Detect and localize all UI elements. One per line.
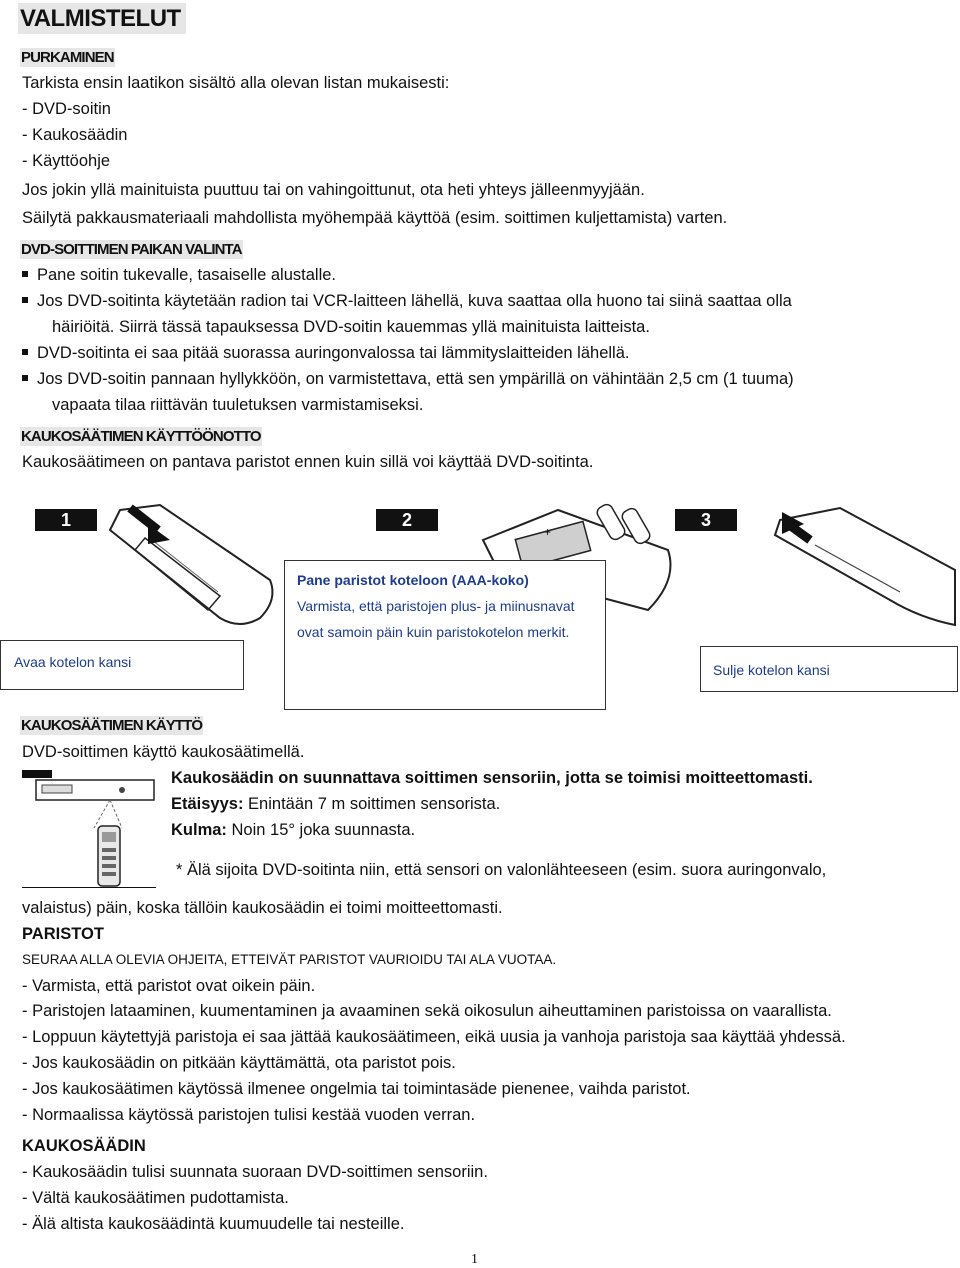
remote-use-intro: DVD-soittimen käyttö kaukosäätimellä.: [22, 743, 305, 761]
svg-text:+: +: [544, 525, 552, 539]
angle-value: Noin 15° joka suunnasta.: [226, 821, 416, 839]
label-insert-line-2: ovat samoin päin kuin paristokotelon merkit.: [297, 624, 570, 640]
placement-bullet-1: Pane soitin tukevalle, tasaiselle alustalle.: [22, 265, 336, 285]
unpacking-intro: Tarkista ensin laatikon sisältö alla olevan listan mukaisesti:: [22, 74, 450, 92]
distance-label: Etäisyys:: [171, 795, 244, 813]
remote-use-angle: [171, 820, 415, 840]
distance-value: Enintään 7 m soittimen sensorista.: [243, 795, 501, 813]
label-insert-line-1: Varmista, että paristojen plus- ja miinusnavat: [297, 598, 575, 614]
step-number-2: 2: [376, 509, 438, 531]
placement-bullet-2-cont: häiriöitä. Siirrä tässä tapauksessa DVD-soitin kauemmas yllä mainituista laitteista.: [52, 318, 650, 336]
label-insert-title: Pane paristot koteloon (AAA-koko): [297, 572, 529, 588]
placement-bullet-2: Jos DVD-soitinta käytetään radion tai VCR-laitteen lähellä, kuva saattaa olla huono tai siinä saattaa olla: [22, 291, 792, 311]
remote-use-note: * Älä sijoita DVD-soitinta niin, että sensori on valonlähteeseen (esim. suora auringonvalo,: [176, 861, 827, 879]
batteries-warning: SEURAA ALLA OLEVIA OHJEITA, ETTEIVÄT PARISTOT VAURIOIDU TAI ALA VUOTAA.: [22, 952, 557, 967]
remote-setup-text: Kaukosäätimeen on pantava paristot ennen kuin sillä voi käyttää DVD-soitinta.: [22, 453, 594, 471]
batteries-item: - Paristojen lataaminen, kuumentaminen ja avaaminen sekä oikosulun aiheuttaminen paristoissa on vaarallista.: [22, 1002, 832, 1020]
placement-bullet-4-cont: vapaata tilaa riittävän tuuletuksen varmistamiseksi.: [52, 396, 424, 414]
remote-close-cover-illustration: [760, 500, 960, 630]
unpacking-paragraph-2: Säilytä pakkausmateriaali mahdollista myöhempää käyttöä (esim. soittimen kuljettamista) varten.: [22, 209, 728, 227]
remote-aiming-illustration: [22, 768, 157, 890]
batteries-item: - Jos kaukosäädin on pitkään käyttämättä, ota paristot pois.: [22, 1054, 456, 1072]
batteries-item: - Varmista, että paristot ovat oikein päin.: [22, 977, 316, 995]
unpacking-item-manual: - Käyttöohje: [22, 152, 111, 170]
remote-use-note-cont: valaistus) päin, koska tällöin kaukosäädin ei toimi moitteettomasti.: [22, 899, 503, 917]
remote-use-distance: [171, 794, 500, 814]
batteries-item: - Loppuun käytettyjä paristoja ei saa jättää kaukosäätimeen, eikä uusia ja vanhoja paristoja saa käyttää yhdessä.: [22, 1028, 846, 1046]
remote-open-cover-illustration: [100, 500, 275, 630]
remote-item: - Älä altista kaukosäädintä kuumuudelle tai nesteille.: [22, 1215, 405, 1233]
section-heading-remote-use: KAUKOSÄÄTIMEN KÄYTTÖ: [21, 717, 203, 734]
step-number-1: 1: [35, 509, 97, 531]
batteries-item: - Jos kaukosäätimen käytössä ilmenee ongelmia tai toimintasäde pienenee, vaihda paristot.: [22, 1080, 691, 1098]
illustration-underline: [22, 887, 156, 888]
unpacking-item-remote: - Kaukosäädin: [22, 126, 128, 144]
section-heading-remote-setup: KAUKOSÄÄTIMEN KÄYTTÖÖNOTTO: [21, 428, 261, 445]
unpacking-item-player: - DVD-soitin: [22, 100, 111, 118]
placement-bullet-4: Jos DVD-soitin pannaan hyllykköön, on varmistettava, että sen ympärillä on vähintään 2,5 cm (1 tuuma): [22, 369, 794, 389]
section-heading-placement: DVD-SOITTIMEN PAIKAN VALINTA: [21, 241, 242, 258]
page-title: VALMISTELUT: [18, 3, 186, 34]
label-box-close-cover: [700, 646, 958, 692]
section-heading-batteries: PARISTOT: [22, 925, 104, 943]
page-number: 1: [471, 1252, 478, 1267]
remote-item: - Kaukosäädin tulisi suunnata suoraan DVD-soittimen sensoriin.: [22, 1163, 488, 1181]
label-close-cover: Sulje kotelon kansi: [713, 662, 830, 678]
section-heading-remote: KAUKOSÄÄDIN: [22, 1137, 146, 1155]
batteries-item: - Normaalissa käytössä paristojen tulisi kestää vuoden verran.: [22, 1106, 476, 1124]
label-open-cover: Avaa kotelon kansi: [14, 654, 132, 670]
placement-bullet-3: DVD-soitinta ei saa pitää suorassa auringonvalossa tai lämmityslaitteiden lähellä.: [22, 343, 629, 363]
remote-item: - Vältä kaukosäätimen pudottamista.: [22, 1189, 289, 1207]
label-box-insert-batteries: [284, 560, 606, 710]
step-number-3: 3: [675, 509, 737, 531]
section-heading-unpacking: PURKAMINEN: [21, 49, 114, 66]
unpacking-paragraph-1: Jos jokin yllä mainituista puuttuu tai on vahingoittunut, ota heti yhteys jälleenmyyjään.: [22, 181, 645, 199]
angle-label: Kulma:: [171, 821, 227, 839]
remote-use-line-1: Kaukosäädin on suunnattava soittimen sensoriin, jotta se toimisi moitteettomasti.: [171, 769, 813, 787]
label-box-open-cover: [0, 640, 244, 690]
